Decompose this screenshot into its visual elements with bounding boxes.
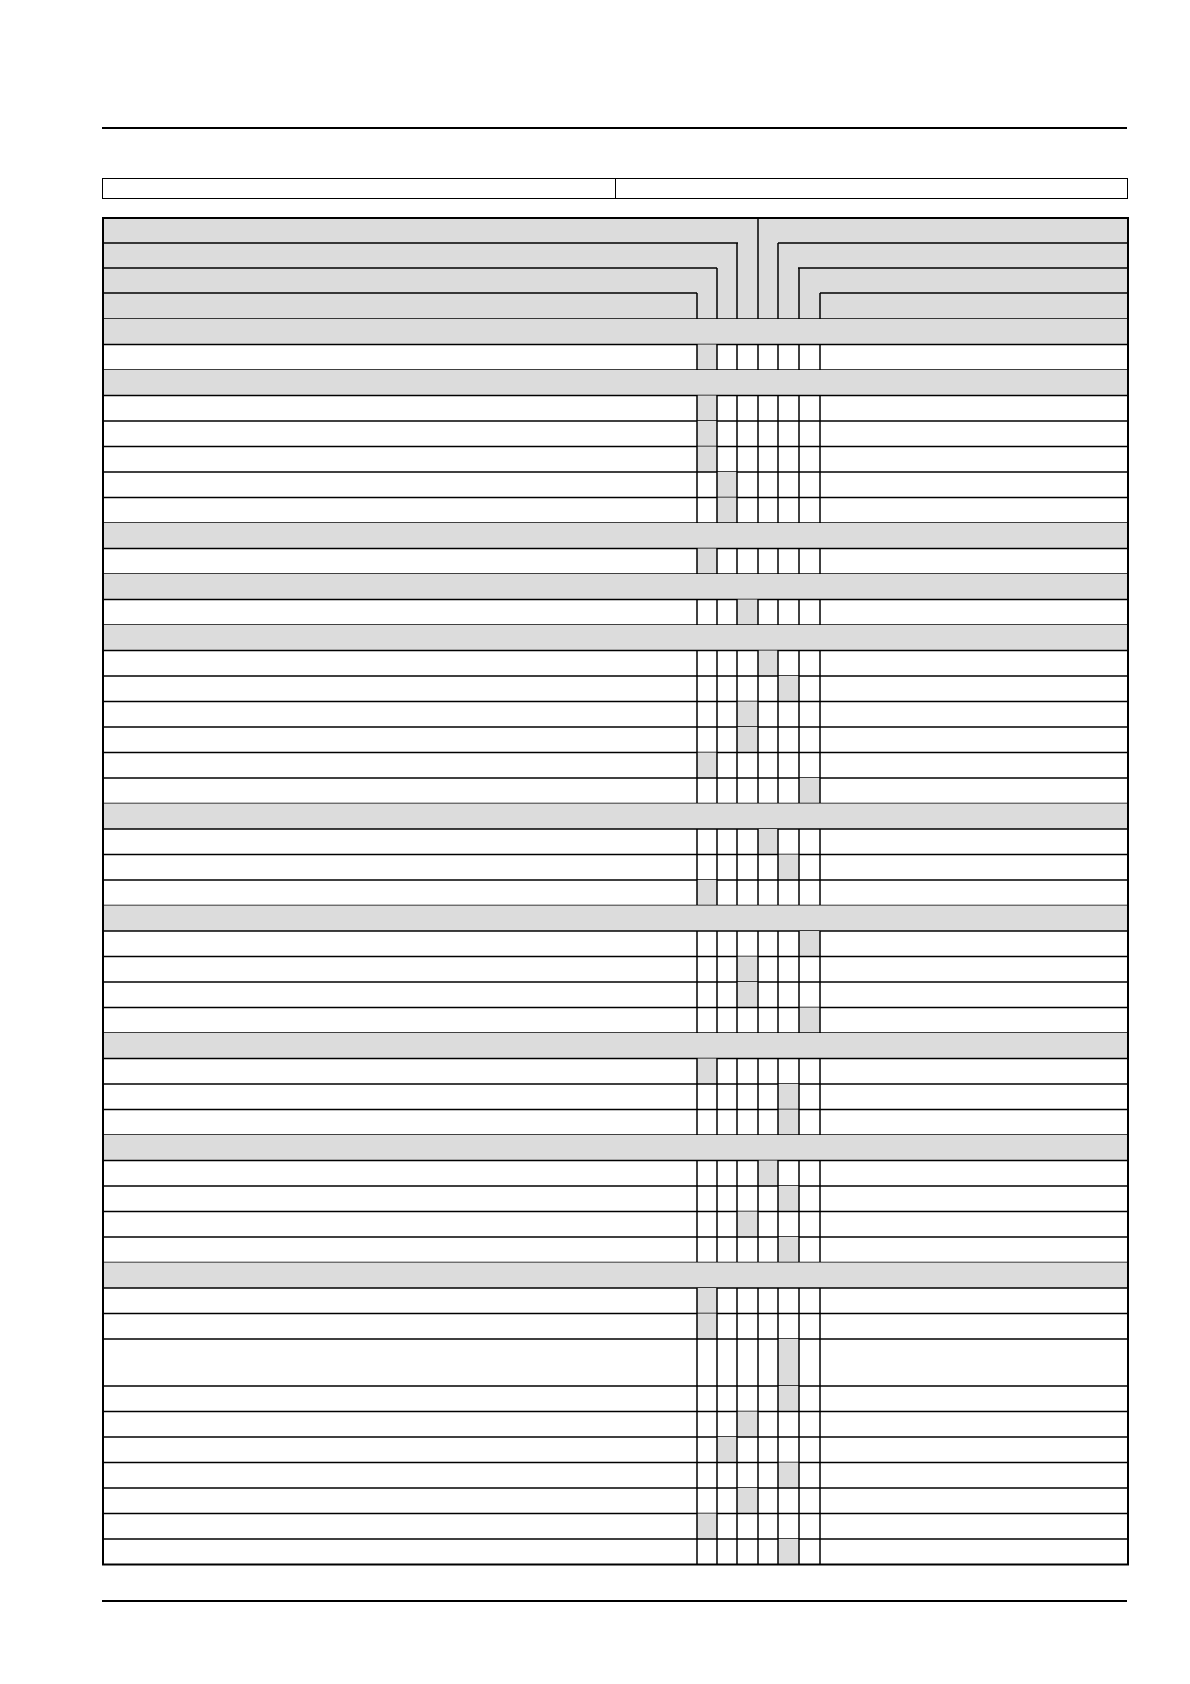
matrix-mark-cell bbox=[778, 855, 799, 881]
section-band bbox=[103, 1033, 1128, 1059]
matrix-frame bbox=[103, 218, 1128, 1565]
matrix-mark-cell bbox=[697, 1514, 717, 1540]
matrix-mark-cell bbox=[758, 1161, 778, 1187]
matrix-mark-cell bbox=[697, 447, 717, 473]
matrix-mark-cell bbox=[697, 549, 717, 575]
matrix-mark-cell bbox=[697, 753, 717, 779]
section-band bbox=[103, 574, 1128, 600]
matrix-mark-cell bbox=[697, 880, 717, 906]
matrix-mark-cell bbox=[697, 396, 717, 422]
section-band bbox=[103, 1263, 1128, 1289]
matrix-mark-cell bbox=[737, 1412, 758, 1438]
matrix-mark-cell bbox=[799, 778, 820, 804]
matrix-mark-cell bbox=[799, 1008, 820, 1034]
section-band bbox=[103, 625, 1128, 651]
footer-rule bbox=[102, 1600, 1127, 1602]
matrix-mark-cell bbox=[697, 1059, 717, 1085]
matrix-mark-cell bbox=[697, 1288, 717, 1314]
section-band bbox=[103, 370, 1128, 396]
matrix-mark-cell bbox=[778, 1110, 799, 1136]
matrix-mark-cell bbox=[737, 957, 758, 983]
matrix-mark-cell bbox=[799, 931, 820, 957]
section-band bbox=[103, 804, 1128, 830]
matrix-mark-cell bbox=[737, 1212, 758, 1238]
section-band bbox=[103, 1135, 1128, 1161]
matrix-mark-cell bbox=[778, 1463, 799, 1489]
matrix-mark-cell bbox=[697, 1314, 717, 1340]
matrix-mark-cell bbox=[778, 1339, 799, 1386]
matrix-mark-cell bbox=[717, 498, 737, 524]
section-band bbox=[103, 906, 1128, 932]
matrix-mark-cell bbox=[778, 1539, 799, 1565]
matrix-mark-cell bbox=[778, 676, 799, 702]
matrix-mark-cell bbox=[737, 982, 758, 1008]
matrix-mark-cell bbox=[778, 1237, 799, 1263]
matrix-mark-cell bbox=[717, 1437, 737, 1463]
matrix-mark-cell bbox=[778, 1084, 799, 1110]
matrix-mark-cell bbox=[737, 727, 758, 753]
matrix-mark-cell bbox=[697, 421, 717, 447]
matrix-mark-cell bbox=[737, 702, 758, 728]
matrix-mark-cell bbox=[758, 829, 778, 855]
section-band bbox=[103, 319, 1128, 345]
matrix-mark-cell bbox=[758, 651, 778, 677]
matrix-mark-cell bbox=[737, 1488, 758, 1514]
matrix-mark-cell bbox=[697, 345, 717, 371]
section-band bbox=[103, 523, 1128, 549]
matrix-mark-cell bbox=[737, 600, 758, 626]
matrix-mark-cell bbox=[778, 1186, 799, 1212]
matrix-mark-cell bbox=[717, 472, 737, 498]
matrix-mark-cell bbox=[778, 1386, 799, 1412]
